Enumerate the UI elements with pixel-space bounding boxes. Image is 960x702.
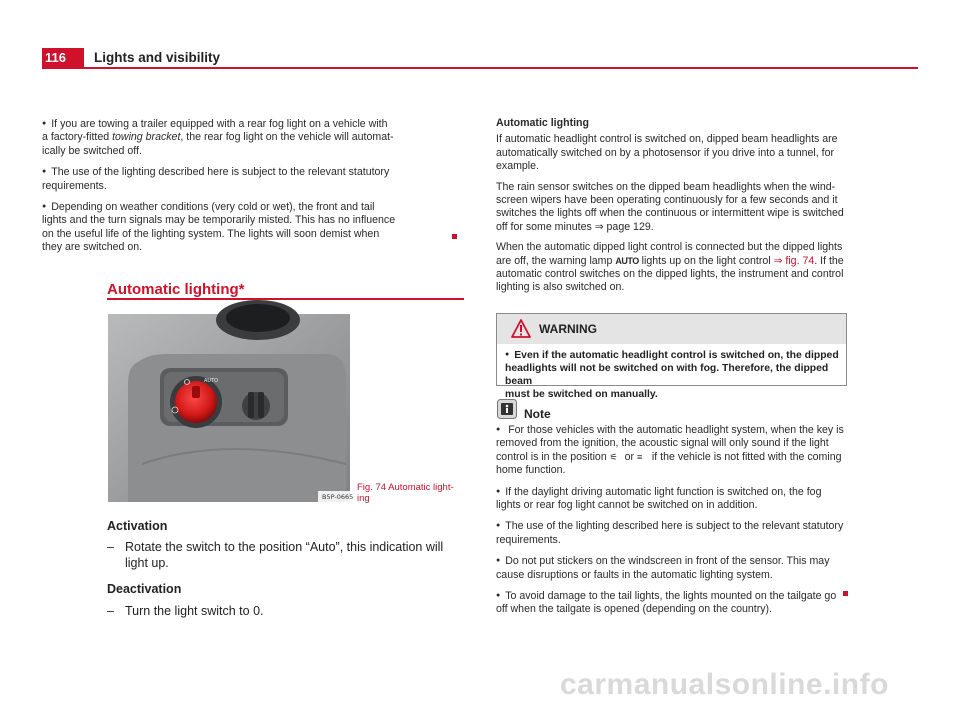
auto-lighting-heading: Automatic lighting (496, 117, 589, 129)
end-marker (452, 234, 457, 239)
figure-badge: B5P-0665 (322, 493, 354, 501)
warning-box (496, 313, 847, 400)
header-rule (42, 67, 918, 69)
light-switch-illustration (108, 314, 354, 502)
note-bullet-statutory: ● The use of the lighting described here is subject to the relevant statutory requirements. (496, 519, 856, 547)
auto-label: AUTO (204, 378, 219, 384)
sidelight-icon: ⚟ (609, 451, 618, 462)
page-title: Lights and visibility (94, 50, 221, 65)
para-warning-lamp: When the automatic dipped light control is connected but the dipped lights are off, the warning lamp AUTO lights up on the light control ⇒ fig. 74. If the automatic control switches on the dipped lights, the instrument and control lighting is also switched on. (496, 241, 844, 294)
auto-lamp-icon: AUTO (615, 255, 639, 266)
note-end-marker (843, 591, 848, 596)
watermark: carmanualsonline.info (560, 668, 889, 701)
note-title: Note (524, 407, 551, 421)
warning-triangle-icon (511, 319, 531, 338)
para-photosensor: If automatic headlight control is switched on, dipped beam headlights are automatically switched on by a photosensor if you drive into a tunnel, for example. (496, 133, 838, 173)
figure-automatic-lighting (108, 314, 354, 502)
note-bullet-daylight: ● If the daylight driving automatic light function is switched on, the fog lights or rear fog light cannot be switched on in addition. (496, 485, 856, 513)
warning-title: WARNING (539, 322, 597, 336)
note-bullet-stickers: ● Do not put stickers on the windscreen in front of the sensor. This may cause disruptions or faults in the automatic lighting system. (496, 554, 856, 582)
figure-caption: Fig. 74 Automatic light- ing (357, 482, 454, 504)
fig-74-link[interactable]: ⇒ fig. 74 (773, 254, 815, 267)
page-number: 116 (42, 48, 84, 68)
bullet-statutory: ● The use of the lighting described here is subject to the relevant statutory requirements. (42, 165, 467, 193)
note-info-icon (497, 399, 517, 419)
section-title: Automatic lighting* (107, 281, 245, 298)
right-intro (496, 117, 856, 302)
deactivation-heading: Deactivation (107, 582, 182, 596)
activation-heading: Activation (107, 519, 168, 533)
bullet-misted: ● Depending on weather conditions (very cold or wet), the front and tail lights and the turn signals may be temporarily misted. This has no influence on the useful life of the lighting system. The lights will soon demist when they are switched on. (42, 200, 467, 255)
left-bullet-list (42, 117, 467, 262)
bullet-towing: ● If you are towing a trailer equipped with a rear fog light on a vehicle with a factory-fitted towing bracket, the rear fog light on the vehicle will automat- ically be switched off. (42, 117, 467, 158)
activation-step: – Rotate the switch to the position “Auto”, this indication will light up. (107, 540, 444, 570)
section-rule (107, 298, 464, 300)
warning-text: ● Even if the automatic headlight control is switched on, the dipped headlights will not be switched on with fog. Therefore, the dipped beam must be switched on manually. (505, 348, 841, 401)
deactivation-step: – Turn the light switch to 0. (107, 604, 264, 618)
note-bullet-tailgate: ● To avoid damage to the tail lights, the lights mounted on the tailgate go off when the tailgate is opened (depending on the country). (496, 589, 856, 617)
note-bullet-key: ● For those vehicles with the automatic headlight system, when the key is removed from the ignition, the acoustic signal will only sound if the light control is in the position ⚟ or ≡ if the vehicle is not fitted with the coming home function. (496, 423, 856, 478)
note-list (496, 423, 856, 624)
para-rain-sensor: The rain sensor switches on the dipped beam headlights when the wind- screen wipers have been operating continuously for a few seconds and it switches the lights off when the continuous or intermittent wipe is switched off for some minutes ⇒ page 129. (496, 180, 844, 233)
dipped-beam-icon: ≡ (636, 451, 643, 462)
